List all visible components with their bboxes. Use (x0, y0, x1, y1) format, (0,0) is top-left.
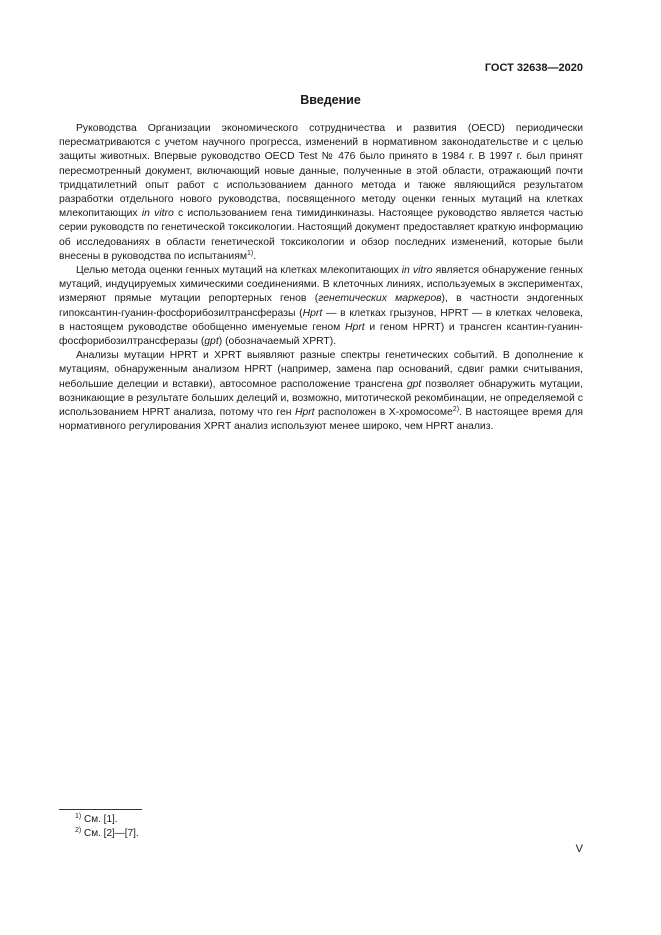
footnote-ref-1: 1) (246, 249, 254, 257)
paragraph-3-text: Анализы мутации HPRT и XPRT выявляют разные спектры генетических событий. В дополнение к мутациям, обнаруженным анализом HPRT (например, замена пар оснований, сдвиг рамки считывания, небольшие делеции и вставки), автосомное расположение трансгена (59, 350, 583, 390)
document-code: ГОСТ 32638—2020 (484, 62, 583, 74)
paragraph-2-italic: gpt (204, 336, 219, 348)
paragraph-3-text: расположен в X-хромосоме (314, 407, 453, 419)
paragraph-2-text: является обнаружение генных мутаций, индуцируемых химическими соединениями. В клеточных линиях, используемых в экспериментах, измеряют прямые мутации репортерных генов ( (59, 265, 583, 305)
paragraph-3-italic: Hprt (294, 407, 315, 419)
footnote-divider (59, 809, 142, 810)
page-number: V (575, 843, 583, 855)
paragraph-1-text: Руководства Организации экономического сотрудничества и развития (OECD) периодически пересматриваются с учетом научного прогресса, изменений в нормативном законодательстве и с целью защиты животных. Впервые руководство OECD Test № 476 было принято в 1984 г. В 1997 г. был принят пересмотренный документ, включающий новые данные, полученные в этой области, отражающий почти тридцатилетний опыт работ с использованием данного метода и также являющийся результатом разработки отдельного нового руководства, посвященного методу оценки генных мутаций на клетках млекопитающих (59, 123, 583, 220)
footnote-text: См. [2]—[7]. (84, 828, 139, 839)
paragraph-2 (59, 264, 583, 349)
footnote-text: См. [1]. (84, 814, 118, 825)
paragraph-2-text: ), в частности эндогенных гипоксантин-гуанин-фосфорибозилтрансферазы ( (59, 293, 584, 319)
paragraph-2-italic: генетических маркеров (318, 293, 442, 305)
paragraph-3-text: . В настоящее время для нормативного регулирования XPRT анализ используют менее широко, чем HPRT анализ. (59, 407, 584, 433)
paragraph-2-text: и геном HPRT) и трансген ксантин-гуанин-фосфорибозилтрансферазы ( (59, 321, 583, 348)
paragraph-1 (59, 122, 583, 264)
body-text (59, 122, 583, 434)
section-title: Введение (300, 93, 361, 107)
footnotes (75, 813, 139, 841)
paragraph-1-italic: in vitro (141, 208, 174, 220)
paragraph-2-italic: Hprt (345, 321, 365, 333)
footnote-2 (75, 827, 139, 841)
footnote-ref-2: 2) (452, 406, 460, 414)
paragraph-2-text: ) (обозначаемый XPRT). (218, 336, 337, 348)
paragraph-2-text: Целью метода оценки генных мутаций на клетках млекопитающих (76, 265, 402, 277)
paragraph-2-text: — в клетках грызунов, HPRT — в клетках человека, в настоящем руководстве обобщенно именуемые геном (59, 307, 583, 333)
paragraph-2-italic: Hprt (302, 307, 323, 319)
footnote-1 (75, 813, 139, 827)
paragraph-1-text: . (253, 250, 257, 262)
footnote-mark: 2) (75, 827, 82, 834)
paragraph-1-text: с использованием гена тимидинкиназы. Настоящее руководство является частью серии руководств по генетической токсикологии. Настоящий документ предоставляет краткую информацию об исследованиях в области генетической токсикологии и обзор последних изменений, которые были внесены в руководства по испытаниям (59, 208, 583, 262)
paragraph-3 (59, 349, 583, 434)
paragraph-2-italic: in vitro (401, 265, 433, 277)
paragraph-3-italic: gpt (406, 378, 422, 390)
footnote-mark: 1) (75, 813, 82, 820)
paragraph-3-text: позволяет обнаружить мутации, возникающие в результате больших делеций и, возможно, митотической рекомбинации, не определяемой с использованием HPRT анализа, потому что ген (59, 378, 583, 419)
